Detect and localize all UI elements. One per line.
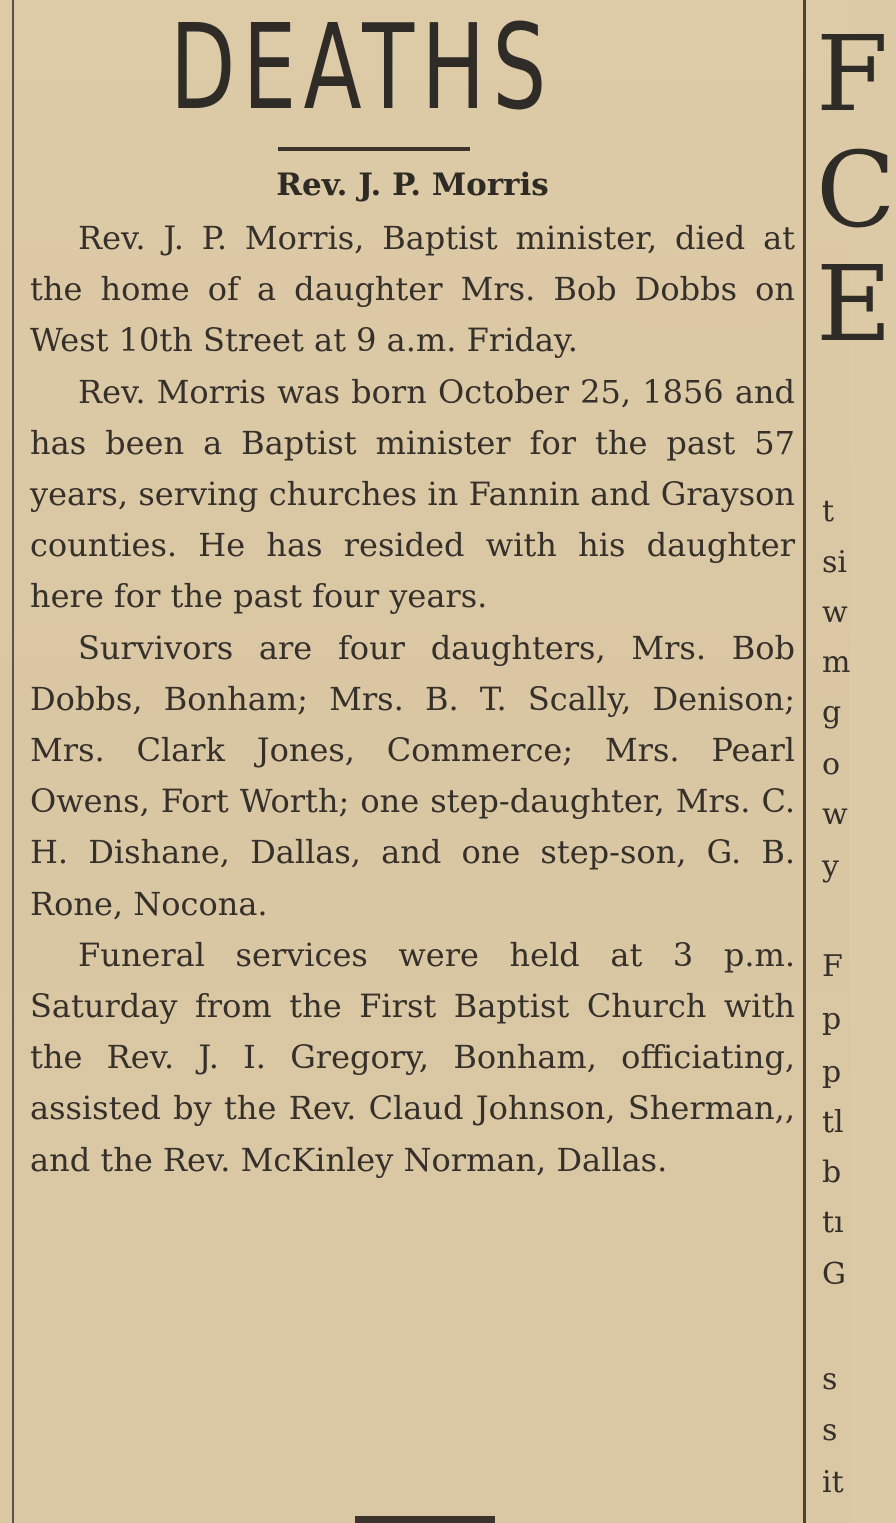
text-fragment: w xyxy=(822,797,848,832)
obituary-body xyxy=(30,213,795,1186)
obituary-paragraph: Survivors are four daughters, Mrs. Bob Dobbs, Bonham; Mrs. B. T. Scally, Denison; Mrs. Clark Jones, Commerce; Mrs. Pearl Owens, Fort Worth; one step-daughter, Mrs. C. H. Dishane, Dallas, and one step-son, G. B. Rone, Nocona. xyxy=(30,628,795,923)
obituary-name: Rev. J. P. Morris xyxy=(276,167,549,203)
heading-rule xyxy=(278,147,470,151)
text-fragment: F xyxy=(822,949,843,984)
text-fragment: p xyxy=(822,1002,842,1037)
text-fragment: t xyxy=(822,494,835,529)
headline-letter: E xyxy=(816,243,892,365)
text-fragment: tl xyxy=(822,1105,844,1140)
text-fragment: s xyxy=(822,1413,838,1448)
obituary-paragraph: Funeral services were held at 3 p.m. Saturday from the First Baptist Church with the Rev. J. I. Gregory, Bonham, officiating, assisted by the Rev. Claud Johnson, Sherman,, and the Rev. McKinley Norman, Dallas. xyxy=(30,935,795,1179)
obituary-paragraph: Rev. J. P. Morris, Baptist minister, died at the home of a daughter Mrs. Bob Dobbs on West 10th Street at 9 a.m. Friday. xyxy=(30,219,795,360)
text-fragment: p xyxy=(822,1055,842,1090)
text-fragment: it xyxy=(822,1465,844,1500)
text-fragment: tı xyxy=(822,1205,844,1240)
text-fragment: m xyxy=(822,645,851,680)
text-fragment: w xyxy=(822,595,848,630)
column-rule-right xyxy=(803,0,806,1523)
headline-letter: C xyxy=(816,129,896,251)
bottom-rule xyxy=(355,1516,495,1523)
headline-letter: F xyxy=(816,13,889,135)
section-heading: DEATHS xyxy=(170,0,554,136)
text-fragment: g xyxy=(822,695,842,730)
text-fragment: y xyxy=(822,849,839,884)
column-rule-left xyxy=(12,0,14,1523)
obituary-paragraph: Rev. Morris was born October 25, 1856 and has been a Baptist minister for the past 57 years, serving churches in Fannin and Grayson counties. He has resided with his daughter here for the past four years. xyxy=(30,372,795,616)
text-fragment: b xyxy=(822,1155,842,1190)
adjacent-column xyxy=(812,0,896,1523)
text-fragment: s xyxy=(822,1362,838,1397)
text-fragment: G xyxy=(822,1257,846,1292)
text-fragment: o xyxy=(822,747,841,782)
text-fragment: si xyxy=(822,545,847,580)
